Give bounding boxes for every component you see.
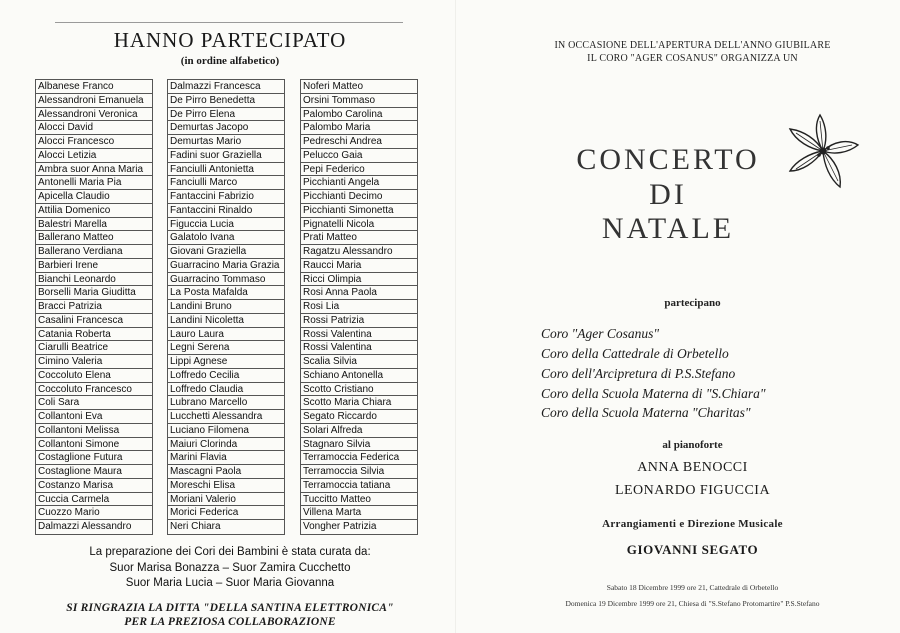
participant-name: Mascagni Paola: [168, 465, 284, 479]
participant-name: Tuccitto Matteo: [301, 493, 417, 507]
participant-name: Rosi Lia: [301, 300, 417, 314]
director-name: GIOVANNI SEGATO: [626, 542, 759, 557]
participant-name: Picchianti Simonetta: [301, 204, 417, 218]
pianist-1: ANNA BENOCCI: [637, 460, 748, 475]
participant-name: Loffredo Cecilia: [168, 369, 284, 383]
top-rule: [55, 22, 403, 23]
pianist-2: LEONARDO FIGUCCIA: [614, 483, 771, 498]
participant-name: La Posta Mafalda: [168, 286, 284, 300]
prep-line-3: Suor Maria Lucia – Suor Maria Giovanna: [125, 577, 335, 589]
choir-3: Coro dell'Arcipretura di P.S.Stefano: [541, 366, 736, 381]
occasion-line-1: IN OCCASIONE DELL'APERTURA DELL'ANNO GIUBILARE: [554, 40, 831, 51]
participant-name: Scalia Silvia: [301, 355, 417, 369]
concert-title-line-2: DI: [649, 178, 687, 211]
participant-name: Scotto Cristiano: [301, 383, 417, 397]
participant-name: Figuccia Lucia: [168, 218, 284, 232]
participant-name: Terramoccia tatiana: [301, 479, 417, 493]
participant-name: Demurtas Mario: [168, 135, 284, 149]
participant-name: Orsini Tommaso: [301, 94, 417, 108]
participant-name: Villena Marta: [301, 506, 417, 520]
choir-1: Coro "Ager Cosanus": [541, 326, 660, 341]
prep-line-1: La preparazione dei Cori dei Bambini è stata curata da:: [89, 546, 371, 558]
participant-name: Neri Chiara: [170, 521, 221, 532]
poinsettia-icon: [786, 111, 860, 195]
participant-name: Moriani Valerio: [168, 493, 284, 507]
participant-name: Picchianti Angela: [301, 176, 417, 190]
fold-line: [455, 0, 456, 633]
participant-name: Casalini Francesca: [36, 314, 152, 328]
participant-name: Ballerano Verdiana: [36, 245, 152, 259]
participant-name: Costaglione Maura: [36, 465, 152, 479]
participant-name: Coccoluto Elena: [36, 369, 152, 383]
participant-name: Galatolo Ivana: [168, 231, 284, 245]
participant-name: Ragatzu Alessandro: [301, 245, 417, 259]
participant-name: Alocci Letizia: [36, 149, 152, 163]
participant-name: Collantoni Eva: [36, 410, 152, 424]
participant-name: Alocci Francesco: [36, 135, 152, 149]
participant-name: Dalmazzi Alessandro: [38, 521, 132, 532]
participant-name: Picchianti Decimo: [301, 190, 417, 204]
participant-name: Landini Bruno: [168, 300, 284, 314]
date-line-2: Domenica 19 Dicembre 1999 ore 21, Chiesa di "S.Stefano Protomartire" P.S.Stefano: [565, 599, 820, 608]
participant-name: Dalmazzi Francesca: [168, 80, 284, 94]
participant-name: Ambra suor Anna Maria: [36, 163, 152, 177]
participant-name: Fantaccini Rinaldo: [168, 204, 284, 218]
participant-name: Giovani Graziella: [168, 245, 284, 259]
participant-name: Pelucco Gaia: [301, 149, 417, 163]
participants-column-3: [300, 79, 418, 535]
participant-name: Alessandroni Veronica: [36, 108, 152, 122]
participant-name: De Pirro Elena: [168, 108, 284, 122]
choir-5: Coro della Scuola Materna "Charitas": [541, 405, 751, 420]
participants-subtitle: (in ordine alfabetico): [180, 55, 280, 67]
participant-name: Scotto Maria Chiara: [301, 396, 417, 410]
participant-name: Marini Flavia: [168, 451, 284, 465]
piano-label: al pianoforte: [662, 439, 723, 451]
participant-name: Loffredo Claudia: [168, 383, 284, 397]
participant-name: Antonelli Maria Pia: [36, 176, 152, 190]
participant-name: Solari Alfreda: [301, 424, 417, 438]
participant-name: Rossi Valentina: [301, 341, 417, 355]
participant-name: Cimino Valeria: [36, 355, 152, 369]
participant-name: Maiuri Clorinda: [168, 438, 284, 452]
participant-name: Costanzo Marisa: [36, 479, 152, 493]
thanks-line-2: PER LA PREZIOSA COLLABORAZIONE: [124, 616, 336, 628]
participant-name: Bracci Patrizia: [36, 300, 152, 314]
participant-name: Rosi Anna Paola: [301, 286, 417, 300]
participant-name: Pignatelli Nicola: [301, 218, 417, 232]
participant-name: Terramoccia Federica: [301, 451, 417, 465]
participant-name: Cuccia Carmela: [36, 493, 152, 507]
participant-name: Segato Riccardo: [301, 410, 417, 424]
participant-name: Schiano Antonella: [301, 369, 417, 383]
participant-name: Palombo Carolina: [301, 108, 417, 122]
participant-name: Collantoni Simone: [36, 438, 152, 452]
concert-title-line-3: NATALE: [601, 212, 735, 245]
participant-name: Lauro Laura: [168, 328, 284, 342]
participant-name: Pedreschi Andrea: [301, 135, 417, 149]
participant-name: Coccoluto Francesco: [36, 383, 152, 397]
participant-name: Apicella Claudio: [36, 190, 152, 204]
participant-name: Borselli Maria Giuditta: [36, 286, 152, 300]
prep-line-2: Suor Marisa Bonazza – Suor Zamira Cucchetto: [109, 562, 351, 574]
participant-name: Terramoccia Silvia: [301, 465, 417, 479]
participant-name: Raucci Maria: [301, 259, 417, 273]
participant-name: Fanciulli Marco: [168, 176, 284, 190]
participant-name: Fadini suor Graziella: [168, 149, 284, 163]
participant-name: Ciarulli Beatrice: [36, 341, 152, 355]
participant-name: Prati Matteo: [301, 231, 417, 245]
participant-name: Alocci David: [36, 121, 152, 135]
participant-name: Moreschi Elisa: [168, 479, 284, 493]
participant-name: Ricci Olimpia: [301, 273, 417, 287]
participant-name: Lubrano Marcello: [168, 396, 284, 410]
participant-name: Legni Serena: [168, 341, 284, 355]
participant-name: Ballerano Matteo: [36, 231, 152, 245]
participant-name: Alessandroni Emanuela: [36, 94, 152, 108]
participant-name: Luciano Filomena: [168, 424, 284, 438]
participant-name: Guarracino Tommaso: [168, 273, 284, 287]
participant-name: De Pirro Benedetta: [168, 94, 284, 108]
participant-name: Fanciulli Antonietta: [168, 163, 284, 177]
participant-name: Cuozzo Mario: [36, 506, 152, 520]
participant-name: Demurtas Jacopo: [168, 121, 284, 135]
participant-name: Rossi Patrizia: [301, 314, 417, 328]
participant-name: Fantaccini Fabrizio: [168, 190, 284, 204]
participant-name: Barbieri Irene: [36, 259, 152, 273]
participant-name: Lucchetti Alessandra: [168, 410, 284, 424]
partecipano-label: partecipano: [664, 297, 721, 309]
participant-name: Landini Nicoletta: [168, 314, 284, 328]
participant-name: Morici Federica: [168, 506, 284, 520]
participant-name: Catania Roberta: [36, 328, 152, 342]
thanks-line-1: SI RINGRAZIA LA DITTA "DELLA SANTINA ELETTRONICA": [66, 602, 394, 614]
choir-2: Coro della Cattedrale di Orbetello: [541, 346, 729, 361]
participant-name: Guarracino Maria Grazia: [168, 259, 284, 273]
participant-name: Lippi Agnese: [168, 355, 284, 369]
participant-name: Attilia Domenico: [36, 204, 152, 218]
participant-name: Vongher Patrizia: [303, 521, 377, 532]
occasion-line-2: IL CORO "AGER COSANUS" ORGANIZZA UN: [587, 53, 798, 64]
participant-name: Albanese Franco: [36, 80, 152, 94]
date-line-1: Sabato 18 Dicembre 1999 ore 21, Cattedrale di Orbetello: [606, 583, 779, 592]
participants-title: HANNO PARTECIPATO: [113, 28, 347, 52]
participant-name: Palombo Maria: [301, 121, 417, 135]
participant-name: Collantoni Melissa: [36, 424, 152, 438]
participant-name: Pepi Federico: [301, 163, 417, 177]
participant-name: Bianchi Leonardo: [36, 273, 152, 287]
participant-name: Noferi Matteo: [301, 80, 417, 94]
choir-4: Coro della Scuola Materna di "S.Chiara": [541, 386, 766, 401]
participant-name: Rossi Valentina: [301, 328, 417, 342]
participant-name: Coli Sara: [36, 396, 152, 410]
participant-name: Costaglione Futura: [36, 451, 152, 465]
participant-name: Stagnaro Silvia: [301, 438, 417, 452]
concert-title-line-1: CONCERTO: [576, 143, 760, 176]
participants-column-2: [167, 79, 285, 535]
participant-name: Balestri Marella: [36, 218, 152, 232]
participants-column-1: [35, 79, 153, 535]
arrangement-label: Arrangiamenti e Direzione Musicale: [602, 518, 783, 530]
